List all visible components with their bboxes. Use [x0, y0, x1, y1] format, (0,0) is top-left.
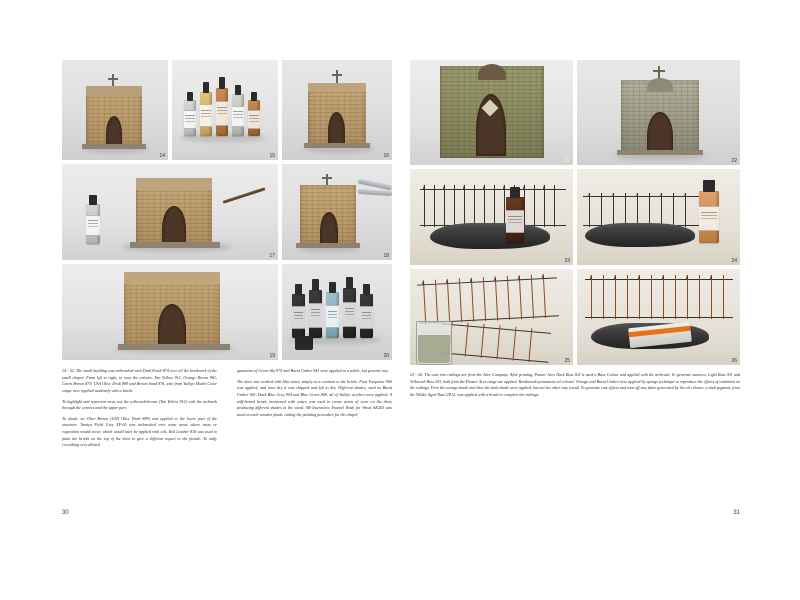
arch-door — [328, 112, 345, 145]
rail-post — [589, 193, 590, 227]
caption-paragraph: 14 - 22. The small building was airbrushed with Dark Earth 874 over all the brickwork of the small chapel. From left to right, to vary the colours, Tan Yellow 912, Orange Brown 981, Green Brown 879, USA Olive Drab 889 and Brown Sand 876, also from Vallejo Model Color range were applied randomly with a brush. — [62, 368, 217, 393]
rail-post — [481, 324, 485, 358]
photo-25 — [410, 269, 573, 365]
cross-bar — [322, 177, 332, 179]
arch-door — [106, 116, 122, 146]
rail-post — [507, 276, 510, 320]
bottle-lid — [89, 195, 97, 205]
chapel-pediment — [136, 178, 212, 190]
rail-spike — [588, 193, 590, 197]
rail-post — [711, 275, 712, 319]
cross-bar — [108, 78, 118, 80]
bottle-label — [360, 306, 373, 328]
photo-number: 17 — [269, 253, 275, 259]
bottle-label — [216, 101, 228, 125]
bell-arch — [478, 64, 506, 80]
jar-contents — [418, 335, 450, 363]
photo-number: 20 — [383, 353, 389, 359]
rail-post — [627, 275, 628, 319]
rail-post — [504, 185, 505, 227]
paint-bottle — [232, 94, 244, 136]
arch-door — [158, 304, 186, 346]
cross-icon — [112, 74, 114, 86]
bottle-lid — [329, 282, 336, 293]
rail-post — [434, 185, 435, 227]
rail-post — [519, 275, 522, 319]
rail-post — [673, 193, 674, 227]
chapel-base — [296, 243, 360, 248]
chapel-base — [130, 242, 220, 248]
rail-spike — [446, 279, 448, 283]
caption-paragraph: To shade, an Olive Brown (USA Olive Drab 889) was applied to the lower part of the structure. Tamiya Field Grey XF-65 was airbrushed over some areas where moss or vegetation would occur, which would later be applied with oils. Red Leather 818 was used to paint the bricks on the top of the door to give a different aspect to the facade. To unify everything very diluted — [62, 415, 217, 448]
paint-bottle — [248, 100, 260, 136]
rail-post — [484, 185, 485, 227]
bottle-label — [232, 106, 244, 127]
photo-number: 23 — [564, 258, 570, 264]
rail-spike — [590, 275, 592, 279]
rail-spike — [518, 275, 520, 279]
photo-18 — [282, 164, 392, 260]
rail-spike — [422, 280, 424, 284]
photo-number: 19 — [269, 353, 275, 359]
paint-bottle — [184, 100, 196, 136]
iron-railing — [585, 275, 733, 319]
paint-bottle — [699, 191, 719, 243]
rail-spike — [660, 193, 662, 197]
photo-22 — [577, 60, 740, 165]
rail-spike — [684, 193, 686, 197]
caption-column-1 — [62, 368, 217, 453]
photo-19 — [62, 264, 278, 360]
photo-14 — [62, 60, 168, 160]
putty-block — [585, 223, 695, 247]
bottle-label — [309, 303, 322, 327]
iron-railing — [583, 193, 701, 227]
photo-23 — [410, 169, 573, 265]
bottle-label — [343, 302, 356, 327]
rail-post — [685, 193, 686, 227]
rail-spike — [483, 185, 485, 189]
bottle-lid — [203, 82, 210, 93]
rail-post — [483, 277, 486, 321]
iron-railing — [417, 273, 559, 324]
bell-arch — [647, 78, 673, 92]
paint-bottle — [292, 294, 305, 338]
bottle-label — [699, 206, 719, 232]
rail-post — [464, 185, 465, 227]
chapel-base — [304, 143, 370, 148]
caption-column-2 — [237, 368, 392, 422]
paint-bottle — [216, 88, 228, 136]
rail-post — [465, 323, 469, 357]
arch-door — [162, 206, 186, 244]
rail-post — [512, 327, 516, 361]
iron-railing — [420, 185, 566, 227]
bottle-lid — [251, 92, 258, 101]
shadow — [180, 134, 266, 142]
rail-spike — [494, 277, 496, 281]
chapel-pediment — [308, 83, 366, 92]
cross-bar — [653, 70, 665, 72]
rail-post — [687, 275, 688, 319]
photo-number: 18 — [383, 253, 389, 259]
bottle-lid — [510, 187, 520, 198]
rail-post — [524, 185, 525, 227]
rail-post — [495, 277, 498, 321]
photo-number: 15 — [269, 153, 275, 159]
caption-paragraph: The door was worked with blue tones, simply as a contrast to the bricks. First Turquoise 966 was applied, and once dry it was chipped and left to dry. Different shades, such as Burnt Umber 941, Dark Blue Grey 904 and Blue Green 808, all of Vallejo acrylics were applied. A stiff-haired brush, moistened with water, was used to create areas of wear on the door, producing different shades in the wood. AK-Interactive Enamel Wash for Wood AK263 was used on each wooden plank, ending the painting procedure for the chapel. — [237, 378, 392, 417]
rail-post — [649, 193, 650, 227]
right-page — [410, 60, 740, 530]
paint-bottle — [506, 197, 524, 243]
rail-spike — [543, 185, 545, 189]
rail-spike — [503, 185, 505, 189]
paint-bottle — [360, 294, 373, 338]
photo-20 — [282, 264, 392, 360]
bottle-label — [200, 104, 212, 126]
rail-post — [603, 275, 604, 319]
folio-right: 31 — [733, 510, 740, 516]
bottle-lid — [346, 277, 353, 289]
paint-bottle — [86, 204, 100, 244]
photo-number: 25 — [564, 358, 570, 364]
rail-spike — [523, 185, 525, 189]
bottle-lid — [363, 284, 370, 295]
rail-post — [723, 275, 724, 319]
rail-post — [613, 193, 614, 227]
bottle-label — [86, 215, 100, 235]
paint-bottle — [326, 292, 339, 338]
bottle-label — [292, 306, 305, 328]
caption-paragraph: quantities of Green Sky 974 and Burnt Umber 941 were applied in a subtle, but general way. — [237, 368, 389, 373]
folio-left: 30 — [62, 510, 69, 516]
rail-post — [637, 193, 638, 227]
rail-spike — [463, 185, 465, 189]
cross-bar — [332, 74, 342, 76]
bottle-label — [326, 305, 339, 328]
chapel-pediment — [124, 272, 220, 284]
arch-door — [647, 112, 673, 152]
rail-post — [601, 193, 602, 227]
rail-post — [494, 185, 495, 227]
rail-spike — [542, 274, 544, 278]
rail-post — [651, 275, 652, 319]
rail-post — [554, 185, 555, 227]
photo-number: 24 — [731, 258, 737, 264]
arch-door — [320, 212, 338, 245]
chapel-base — [617, 150, 703, 155]
bottle-label — [184, 110, 196, 129]
rail-post — [531, 275, 534, 319]
rail-post — [423, 280, 426, 324]
cross-icon — [336, 70, 338, 83]
bottle-lid — [703, 180, 714, 192]
rail-post — [497, 325, 501, 359]
rail-post — [625, 193, 626, 227]
rail-post — [471, 278, 474, 322]
caption-column — [410, 372, 740, 403]
rail-post — [663, 275, 664, 319]
rail-top-bar — [417, 277, 557, 285]
photo-26 — [577, 269, 740, 365]
bottle-lid — [187, 92, 194, 101]
bottle-label — [506, 210, 524, 233]
photo-17 — [62, 164, 278, 260]
rail-spike — [638, 275, 640, 279]
photo-15 — [172, 60, 278, 160]
chapel-base — [118, 344, 230, 350]
rail-post — [444, 185, 445, 227]
caption-paragraph: 23 - 26. The cast iron railings are from the Aber Company. After priming, Panzer Aces Dark Rust 302 is used a Base Colour and applied with the airbrush. To generate nuances, Light Rust 301 and Yellowish Rust 303, both from the Panzer Aces range are applied. Rembrandt permanent oil colours' Orange and Burnt Umber were applied by sponge technique to reproduce the effects of oxidation on the railings. First the orange shade and then the dark shade were applied, but not the other way round. To generate rust effects and turn off any shine generated by the oil colours, a dark pigment, from the Wilder Aged Rust GP12, was applied with a brush to complete the railings. — [410, 372, 740, 397]
chapel-pediment — [86, 86, 142, 96]
thinner-jar — [416, 321, 452, 365]
bottle-lid — [295, 284, 302, 295]
photo-number: 16 — [383, 153, 389, 159]
rail-post — [474, 185, 475, 227]
putty-block — [430, 223, 550, 249]
photo-number: 21 — [564, 158, 570, 164]
rail-spike — [423, 185, 425, 189]
rail-post — [543, 274, 546, 318]
rail-post — [435, 280, 438, 324]
rail-spike — [443, 185, 445, 189]
rail-post — [459, 278, 462, 322]
paint-bottle — [200, 92, 212, 136]
caption-paragraph: To highlight and represent wear, use the yellowish-brown (Tan Yellow 912) with the airbrush through the corners and the upper part. — [62, 398, 217, 411]
photo-21 — [410, 60, 573, 165]
photo-16 — [282, 60, 392, 160]
bottle-label — [248, 110, 260, 129]
rail-spike — [612, 193, 614, 197]
chapel-base — [82, 144, 146, 149]
rail-spike — [636, 193, 638, 197]
paint-bottle — [309, 290, 322, 338]
rail-post — [591, 275, 592, 319]
rail-spike — [710, 275, 712, 279]
rail-post — [528, 328, 532, 362]
bottle-lid — [312, 279, 319, 291]
rail-post — [544, 185, 545, 227]
photo-24 — [577, 169, 740, 265]
rail-post — [639, 275, 640, 319]
photo-number: 26 — [731, 358, 737, 364]
tube-band — [629, 326, 691, 337]
rail-spike — [614, 275, 616, 279]
bottle-lid — [235, 85, 242, 95]
rail-post — [447, 279, 450, 323]
photo-number: 14 — [159, 153, 165, 159]
photo-number: 22 — [731, 158, 737, 164]
cross-icon — [326, 174, 328, 185]
shadow — [288, 336, 382, 344]
rail-post — [615, 275, 616, 319]
paint-bottle — [343, 288, 356, 338]
rail-spike — [686, 275, 688, 279]
rail-post — [424, 185, 425, 227]
rail-spike — [470, 278, 472, 282]
rail-post — [661, 193, 662, 227]
rail-post — [699, 275, 700, 319]
rail-post — [454, 185, 455, 227]
rail-post — [534, 185, 535, 227]
left-page — [62, 60, 392, 530]
bottle-lid — [219, 77, 226, 89]
rail-post — [675, 275, 676, 319]
rail-spike — [662, 275, 664, 279]
